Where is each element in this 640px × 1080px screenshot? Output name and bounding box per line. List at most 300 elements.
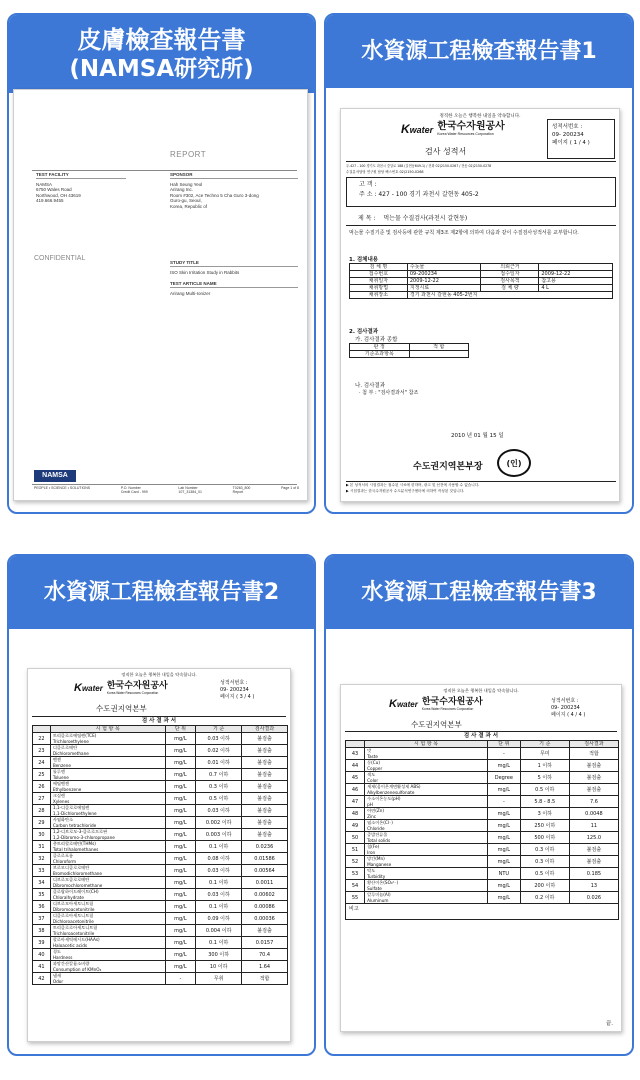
end-mark: 끝. <box>605 1021 613 1027</box>
address-value: 427 - 100 경기 과천시 갈현동 405-2 <box>378 191 479 198</box>
kwater-logo <box>401 121 505 136</box>
table-cell: mg/L <box>165 961 196 973</box>
table-cell: mg/L <box>165 793 196 805</box>
table-cell: 0.0236 <box>242 841 288 853</box>
table-row <box>346 760 619 772</box>
company-name-block <box>437 121 505 136</box>
table-row <box>346 856 619 868</box>
attachment-note: · 첨 부 : "검사결과서" 참조 <box>359 390 419 396</box>
table-cell: mg/L <box>165 829 196 841</box>
subject-label: 제 목 : <box>358 215 376 222</box>
page-indicator: 페이지 ( 1 / 4 ) <box>552 140 590 146</box>
table-cell: 탁도 Turbidity <box>365 868 488 880</box>
card-title: 皮膚檢查報告書 <box>77 26 246 54</box>
company-name-en: Korea Water Resources Corporation <box>437 132 494 136</box>
info-row <box>350 278 613 285</box>
table-cell: 사염화탄소 Carbon tetrachloride <box>50 817 165 829</box>
table-cell: 0.09 이하 <box>196 913 242 925</box>
card-namsa <box>7 13 316 514</box>
info-cell: 수돗물 <box>407 264 481 271</box>
table-cell: 0.1 이하 <box>196 877 242 889</box>
table-cell: 디브로모아세토니트릴 Dibromoacetonitrile <box>50 901 165 913</box>
subject-value: 먹는물 수질검사(과천시 갈현동) <box>383 215 468 222</box>
table-cell: 불검출 <box>569 844 618 856</box>
result-table <box>345 740 619 920</box>
table-cell: mg/L <box>487 832 520 844</box>
table-cell: 불검출 <box>242 793 288 805</box>
motto: 정직한 오늘은 행복한 내일을 약속합니다. <box>439 114 521 119</box>
table-cell: 과망간산칼륨소비량 Consumption of KMnO₄ <box>50 961 165 973</box>
table-row <box>33 865 288 877</box>
table-cell: 46 <box>346 784 365 796</box>
card-title: 水資源工程檢查報告書2 <box>43 579 280 605</box>
sponsor-line: Korea, Republic of <box>170 203 208 209</box>
table-row <box>346 832 619 844</box>
header-cell <box>346 741 365 748</box>
table-cell: 할로아세틱에시드(HAAs) Haloacetic acids <box>50 937 165 949</box>
table-cell: mg/L <box>487 880 520 892</box>
result-summary-table <box>349 343 469 358</box>
cert-number: 09- 200234 <box>220 687 249 693</box>
kwater-cert-page-1 <box>340 108 620 502</box>
table-cell: 41 <box>33 961 51 973</box>
table-cell: 48 <box>346 808 365 820</box>
table-cell: 불검출 <box>569 784 618 796</box>
footer-cell: P.O. Number Credit Card - 999 <box>120 486 148 494</box>
section-2a-title: 가. 검사결과 종합 <box>355 337 398 343</box>
table-cell: 52 <box>346 856 365 868</box>
table-cell: 에틸벤젠 Ethylbenzene <box>50 781 165 793</box>
kwater-logo <box>389 697 483 711</box>
table-cell: 0.00036 <box>242 913 288 925</box>
result-cell: 적 합 <box>409 344 469 351</box>
table-row <box>346 880 619 892</box>
table-cell: 0.5 이하 <box>196 793 242 805</box>
table-row <box>346 772 619 784</box>
table-row <box>33 853 288 865</box>
table-cell: mg/L <box>165 877 196 889</box>
table-cell: 38 <box>33 925 51 937</box>
table-cell: 22 <box>33 733 51 745</box>
table-cell: 0.002 이하 <box>196 817 242 829</box>
card-kwater-3 <box>324 554 634 1056</box>
table-cell: 망간(Mn) Manganese <box>365 856 488 868</box>
result-table-title: 검 사 결 과 서 <box>345 731 617 741</box>
cert-number: 09- 200234 <box>552 132 584 138</box>
card-kwater-1 <box>324 13 634 514</box>
card-header <box>326 556 632 629</box>
table-cell: 32 <box>33 853 51 865</box>
table-cell: 증발잔류물 Total solids <box>365 832 488 844</box>
table-cell: 0.0157 <box>242 937 288 949</box>
study-title-block <box>170 260 298 296</box>
table-cell: 36 <box>33 901 51 913</box>
facility-line: Northwood, OH 43619 <box>36 192 81 198</box>
header-cell: 검사결과 <box>569 741 618 748</box>
customer-block <box>346 177 616 207</box>
table-cell: 불검출 <box>242 817 288 829</box>
table-row <box>33 925 288 937</box>
report-footer <box>34 486 299 494</box>
remark-label: 비고 <box>349 906 359 912</box>
cert-box <box>216 677 284 711</box>
table-cell: 불검출 <box>242 757 288 769</box>
footer-cell: T0263_800 Report <box>232 486 251 494</box>
study-title-label: STUDY TITLE <box>170 260 298 267</box>
table-cell: 0.1 이하 <box>196 901 242 913</box>
doc-title: 검사 성적서 <box>425 147 467 156</box>
table-cell: 5.8 - 8.5 <box>520 796 569 808</box>
info-cell: 의뢰근거 <box>481 264 539 271</box>
table-row <box>346 784 619 796</box>
sponsor-block <box>170 172 298 209</box>
info-cell: 2009-12-22 <box>539 271 613 278</box>
cert-label: 성적서번호 : <box>220 680 248 686</box>
company-name: 한국수자원공사 <box>421 697 483 707</box>
table-cell: mg/L <box>165 733 196 745</box>
info-cell: 4 L <box>539 285 613 292</box>
table-cell: 29 <box>33 817 51 829</box>
table-cell: 디브로모클로로메탄 Dibromochloromethane <box>50 877 165 889</box>
table-cell: 0.7 이하 <box>196 769 242 781</box>
table-cell: 동(Cu) Copper <box>365 760 488 772</box>
company-name-block <box>107 681 168 695</box>
table-cell: 0.3 이하 <box>520 844 569 856</box>
subject-row <box>346 213 616 226</box>
table-cell: 적합 <box>569 748 618 760</box>
sample-info-table <box>349 263 613 299</box>
test-article: Arirang Multi-Ionizer <box>170 290 211 296</box>
table-cell: 총트리할로메탄(THMs) Total trihalomethanes <box>50 841 165 853</box>
table-cell: mg/L <box>165 853 196 865</box>
info-cell: 채취장소 <box>350 292 408 299</box>
info-cell: 09-200234 <box>407 271 481 278</box>
company-name: 한국수자원공사 <box>437 121 505 132</box>
motto: 정직한 오늘은 행복한 내일을 약속합니다. <box>443 688 519 693</box>
table-row <box>346 796 619 808</box>
table-cell: 톨루엔 Toluene <box>50 769 165 781</box>
footer-note: ▶ 시험결과는 한국수자원공사 수도분석연구센터에 의하여 작성된 것입니다. <box>346 489 465 493</box>
table-cell: 0.026 <box>569 892 618 904</box>
study-title: ISO Skin Irritation Study in Rabbits <box>170 269 240 275</box>
table-cell: 0.1 이하 <box>196 937 242 949</box>
table-cell: 28 <box>33 805 51 817</box>
table-cell: mg/L <box>487 856 520 868</box>
company-name: 한국수자원공사 <box>106 681 168 691</box>
info-cell <box>539 264 613 271</box>
table-cell: 0.003 이하 <box>196 829 242 841</box>
table-cell: 1,2-디브로모-3-클로로프로판 1,2-Dibromo-3-chloropropane <box>50 829 165 841</box>
cert-label: 성적서번호 : <box>552 124 583 130</box>
table-cell: 1 이하 <box>520 760 569 772</box>
table-cell: 0.3 이하 <box>196 781 242 793</box>
table-cell: 10 이하 <box>196 961 242 973</box>
table-row <box>33 961 288 973</box>
table-cell: 디클로로아세토니트릴 Dichloroacetonitrile <box>50 913 165 925</box>
table-cell: 13 <box>569 880 618 892</box>
table-cell: mg/L <box>487 784 520 796</box>
table-cell: 0.03 이하 <box>196 805 242 817</box>
section-2b-title: 나. 검사결과 <box>355 383 386 389</box>
namsa-report-page <box>13 89 308 501</box>
table-row <box>33 745 288 757</box>
branch-name: 수도권지역본부 <box>411 720 462 729</box>
table-cell: mg/L <box>165 805 196 817</box>
table-row <box>346 844 619 856</box>
table-row <box>33 889 288 901</box>
table-cell: 0.0048 <box>569 808 618 820</box>
table-cell: 42 <box>33 973 51 985</box>
table-cell: 아연(Zn) Zinc <box>365 808 488 820</box>
table-cell: 염소이온(Cl⁻) Chloride <box>365 820 488 832</box>
table-row <box>346 868 619 880</box>
table-cell: 26 <box>33 781 51 793</box>
table-row <box>33 949 288 961</box>
table-cell: 0.03 이하 <box>196 733 242 745</box>
result-cell: 판 정 <box>350 344 410 351</box>
table-cell: 11 <box>569 820 618 832</box>
table-cell: 트리클로로에틸렌(TCE) Trichloroethylene <box>50 733 165 745</box>
table-cell: mg/L <box>487 760 520 772</box>
sponsor-line: Guro-gu, Seoul, <box>170 198 202 203</box>
result-cell <box>409 351 469 358</box>
result-row <box>350 351 469 358</box>
table-cell: 500 이하 <box>520 832 569 844</box>
table-row <box>346 892 619 904</box>
table-cell: mg/L <box>165 949 196 961</box>
motto: 정직한 오늘은 행복한 내일을 약속합니다. <box>121 672 197 677</box>
card-title: 水資源工程檢查報告書3 <box>361 579 597 605</box>
kwater-logo <box>74 681 168 695</box>
card-header <box>9 556 314 629</box>
header-cell: 시 험 항 목 <box>365 741 488 748</box>
table-cell: 5 이하 <box>520 772 569 784</box>
table-cell: 125.0 <box>569 832 618 844</box>
table-cell: 0.2 이하 <box>520 892 569 904</box>
table-cell: 황산이온(SO₄²⁻) Sulfate <box>365 880 488 892</box>
info-cell: 검 체 량 <box>481 285 539 292</box>
page-indicator: 페이지 ( 3 / 4 ) <box>220 694 255 700</box>
table-row <box>33 817 288 829</box>
table-cell: 0.08 이하 <box>196 853 242 865</box>
card-subtitle: (NAMSA研究所) <box>69 56 254 82</box>
body-text: 먹는물 수질기준 및 검사등에 관한 규칙 제3조 제2항에 의하여 다음과 같이 수질검사성적서를 교부합니다. <box>349 230 579 236</box>
table-cell: 47 <box>346 796 365 808</box>
table-cell: 33 <box>33 865 51 877</box>
kwater-mark-icon: Kwater <box>74 682 103 694</box>
table-row <box>33 901 288 913</box>
page-indicator: 페이지 ( 4 / 4 ) <box>551 712 586 718</box>
table-row <box>346 748 619 760</box>
table-cell: 30 <box>33 829 51 841</box>
remark-row <box>345 904 619 920</box>
table-row <box>33 757 288 769</box>
table-cell: 0.1 이하 <box>196 841 242 853</box>
table-cell: 트리클로로아세토니트릴 Trichloroacetonitrile <box>50 925 165 937</box>
info-cell: 접수번호 <box>350 271 408 278</box>
table-cell: 51 <box>346 844 365 856</box>
table-cell: 무미 <box>520 748 569 760</box>
section-2-title: 2. 검사결과 <box>349 329 379 335</box>
table-cell: 불검출 <box>242 733 288 745</box>
table-cell: mg/L <box>165 745 196 757</box>
table-cell: 불검출 <box>242 805 288 817</box>
table-header-row <box>33 726 288 733</box>
result-row <box>350 344 469 351</box>
kwater-cert-page-3 <box>27 668 291 1042</box>
header-cell: 단 위 <box>165 726 196 733</box>
table-cell: 0.5 이하 <box>520 784 569 796</box>
table-cell: - <box>165 973 196 985</box>
result-table-title: 검 사 결 과 서 <box>32 716 286 726</box>
footer-cell: Page 1 of 8 <box>281 486 299 490</box>
section-1-title: 1. 검체내용 <box>349 257 379 263</box>
table-cell: mg/L <box>165 889 196 901</box>
table-cell: 냄새 Odor <box>50 973 165 985</box>
table-cell: 0.03 이하 <box>196 889 242 901</box>
header-cell: 검사결과 <box>242 726 288 733</box>
info-cell: 채취일자 <box>350 278 408 285</box>
table-cell: 0.004 이하 <box>196 925 242 937</box>
facility-line: NAMSA <box>36 181 53 187</box>
table-row <box>33 781 288 793</box>
header-cell: 기 준 <box>196 726 242 733</box>
table-cell: 크실렌 Xylenes <box>50 793 165 805</box>
table-cell: 3 이하 <box>520 808 569 820</box>
table-cell: 0.03 이하 <box>196 865 242 877</box>
table-cell: 37 <box>33 913 51 925</box>
info-row <box>350 292 613 299</box>
customer-label: 고 객 : <box>359 181 377 188</box>
official-seal: (인) <box>497 449 531 477</box>
table-row <box>33 913 288 925</box>
table-cell: 클로로포름 Chloroform <box>50 853 165 865</box>
table-cell: mg/L <box>165 865 196 877</box>
table-cell: 0.0011 <box>242 877 288 889</box>
footer-cell: Lab Number 10T_31384_01 <box>178 486 202 494</box>
kwater-mark-icon: Kwater <box>389 698 418 710</box>
info-cell: 참고용 <box>539 278 613 285</box>
table-cell: 31 <box>33 841 51 853</box>
table-cell: 300 이하 <box>196 949 242 961</box>
table-row <box>33 769 288 781</box>
table-cell: 디클로로메탄 Dichloromethane <box>50 745 165 757</box>
table-cell: mg/L <box>165 925 196 937</box>
result-cell: 기준초과항목 <box>350 351 410 358</box>
header-cell: 단 위 <box>487 741 520 748</box>
info-row <box>350 285 613 292</box>
info-cell: 경기 과천시 갈현동 405-2번지 <box>407 292 612 299</box>
cert-number: 09- 200234 <box>551 705 580 711</box>
table-cell: 45 <box>346 772 365 784</box>
card-header <box>326 15 632 88</box>
table-cell: 54 <box>346 880 365 892</box>
sponsor-line: Arirang Inc. <box>170 187 194 192</box>
table-cell: 수소이온농도(pH) pH <box>365 796 488 808</box>
table-cell: 1,1-디클로로에틸렌 1,1-Dichloroethylene <box>50 805 165 817</box>
table-cell: 1.64 <box>242 961 288 973</box>
table-cell: 34 <box>33 877 51 889</box>
table-cell: 53 <box>346 868 365 880</box>
sponsor-line: Room #302, Ace Techno 5 Cha Guro 3-dong <box>170 192 259 198</box>
table-cell: mg/L <box>165 757 196 769</box>
table-cell: 23 <box>33 745 51 757</box>
test-article-label: TEST ARTICLE NAME <box>170 281 298 288</box>
company-name-en: Korea Water Resources Corporation <box>106 691 159 695</box>
header-cell: 시 험 항 목 <box>50 726 165 733</box>
table-cell: 0.01 이하 <box>196 757 242 769</box>
table-cell: 200 이하 <box>520 880 569 892</box>
table-row <box>33 877 288 889</box>
table-row <box>33 973 288 985</box>
table-cell: 무취 <box>196 973 242 985</box>
table-cell: 불검출 <box>569 856 618 868</box>
table-cell: 49 <box>346 820 365 832</box>
table-cell: 세제(음이온계면활성제 ABS) Alkylbenzenesulfonate <box>365 784 488 796</box>
company-name-block <box>422 697 483 711</box>
kwater-cert-page-4 <box>340 684 622 1032</box>
table-cell: 0.185 <box>569 868 618 880</box>
table-cell: 24 <box>33 757 51 769</box>
info-cell: 접수일자 <box>481 271 539 278</box>
table-cell: mg/L <box>165 937 196 949</box>
table-cell: 0.00086 <box>242 901 288 913</box>
table-cell: 불검출 <box>242 829 288 841</box>
table-cell: 알루미늄(Al) Aluminum <box>365 892 488 904</box>
table-cell: mg/L <box>487 820 520 832</box>
header-cell <box>33 726 51 733</box>
table-cell: 0.5 이하 <box>520 868 569 880</box>
address-label: 주 소 : <box>359 191 377 198</box>
table-row <box>33 841 288 853</box>
table-cell: mg/L <box>165 913 196 925</box>
info-cell: 지정시료 <box>407 285 481 292</box>
namsa-logo: NAMSA <box>34 470 76 482</box>
table-cell: 39 <box>33 937 51 949</box>
info-cell: 2009-12-22 <box>407 278 481 285</box>
table-cell: 25 <box>33 769 51 781</box>
result-table <box>32 725 288 985</box>
table-cell: 색도 Color <box>365 772 488 784</box>
table-row <box>346 808 619 820</box>
table-cell: 0.02 이하 <box>196 745 242 757</box>
table-header-row <box>346 741 619 748</box>
table-cell: 44 <box>346 760 365 772</box>
table-cell: 불검출 <box>242 925 288 937</box>
info-cell: 검사목적 <box>481 278 539 285</box>
cert-box <box>547 119 615 159</box>
table-cell: 브로모디클로로메탄 Bromodichloromethane <box>50 865 165 877</box>
table-cell: 7.6 <box>569 796 618 808</box>
table-cell: 불검출 <box>242 769 288 781</box>
table-cell: mg/L <box>165 781 196 793</box>
table-row <box>33 733 288 745</box>
table-cell: mg/L <box>165 769 196 781</box>
issuer-name: 수도권지역본부장 <box>413 462 483 472</box>
table-cell: 불검출 <box>242 745 288 757</box>
table-cell: 0.01586 <box>242 853 288 865</box>
header-cell: 기 준 <box>520 741 569 748</box>
table-cell: 50 <box>346 832 365 844</box>
facility-line: 6750 Wales Road <box>36 187 72 192</box>
table-cell: - <box>487 796 520 808</box>
footer-cell: PEOPLE • SCIENCE • SOLUTIONS <box>34 486 91 490</box>
cert-box <box>547 695 617 729</box>
table-row <box>33 805 288 817</box>
table-cell: 맛 Taste <box>365 748 488 760</box>
info-row <box>350 271 613 278</box>
test-facility-block <box>36 172 126 204</box>
